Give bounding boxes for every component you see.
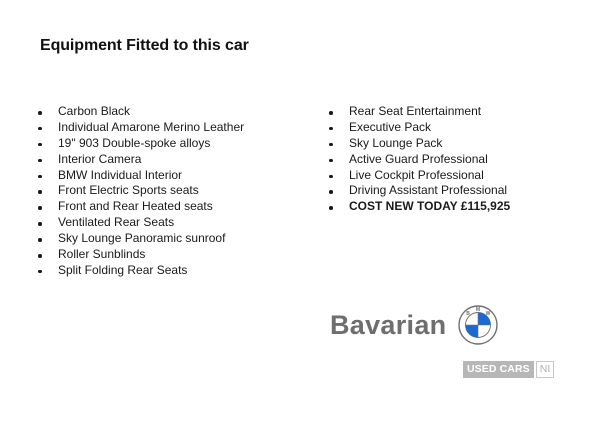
bullet-icon	[38, 143, 42, 147]
equipment-list-right	[328, 104, 510, 215]
dealer-logo	[330, 303, 498, 347]
bullet-icon	[38, 175, 42, 179]
bullet-icon	[38, 127, 42, 131]
list-item	[37, 199, 244, 215]
bmw-letter-m: M	[476, 306, 481, 313]
bullet-icon	[329, 143, 333, 147]
list-item-label: BMW Individual Interior	[58, 167, 183, 182]
bullet-icon	[329, 190, 333, 194]
list-item	[37, 168, 244, 184]
bullet-icon	[329, 159, 333, 163]
list-item	[37, 120, 244, 136]
list-item-label: Roller Sunblinds	[58, 247, 146, 262]
cost-new-label: COST NEW TODAY £115,925	[349, 199, 511, 214]
list-item-label: Split Folding Rear Seats	[58, 262, 188, 277]
equipment-list-left	[37, 104, 244, 279]
list-item-label: Individual Amarone Merino Leather	[58, 119, 245, 134]
bullet-icon	[38, 190, 42, 194]
bullet-icon	[329, 175, 333, 179]
list-item	[328, 152, 510, 168]
bullet-icon	[38, 222, 42, 226]
list-item	[37, 247, 244, 263]
list-item	[37, 215, 244, 231]
list-item	[37, 152, 244, 168]
list-item	[37, 231, 244, 247]
list-item-label: Carbon Black	[58, 104, 131, 118]
bullet-icon	[38, 238, 42, 242]
bullet-icon	[38, 206, 42, 210]
list-item-label: Front Electric Sports seats	[58, 183, 199, 198]
bmw-letter-w: W	[486, 311, 491, 317]
bmw-letter-b: B	[466, 311, 471, 317]
bmw-roundel-icon	[458, 305, 498, 345]
bullet-icon	[38, 270, 42, 274]
list-item	[328, 104, 510, 120]
list-item-label: Sky Lounge Pack	[349, 135, 443, 150]
dealer-name: Bavarian	[330, 310, 447, 340]
page-title: Equipment Fitted to this car	[40, 37, 249, 54]
bullet-icon	[38, 254, 42, 258]
list-item	[328, 120, 510, 136]
list-item-label: 19" 903 Double-spoke alloys	[58, 135, 211, 150]
list-item	[37, 183, 244, 199]
list-item-label: Ventilated Rear Seats	[58, 215, 175, 230]
bullet-icon	[38, 159, 42, 163]
bullet-icon	[329, 206, 333, 210]
list-item-label: Executive Pack	[349, 119, 432, 134]
used-cars-badge	[463, 361, 554, 378]
list-item	[37, 136, 244, 152]
list-item-label: Driving Assistant Professional	[349, 183, 508, 198]
list-item	[328, 136, 510, 152]
list-item-label: Front and Rear Heated seats	[58, 199, 213, 214]
list-item-label: Live Cockpit Professional	[349, 167, 484, 182]
list-item-label: Rear Seat Entertainment	[349, 104, 482, 118]
region-label: NI	[536, 361, 555, 378]
cost-new-item	[328, 199, 510, 215]
bullet-icon	[38, 111, 42, 115]
list-item	[37, 263, 244, 279]
used-cars-label: USED CARS	[463, 361, 534, 378]
list-item	[37, 104, 244, 120]
list-item-label: Sky Lounge Panoramic sunroof	[58, 231, 226, 246]
list-item	[328, 168, 510, 184]
bullet-icon	[329, 111, 333, 115]
list-item	[328, 183, 510, 199]
list-item-label: Active Guard Professional	[349, 151, 488, 166]
bullet-icon	[329, 127, 333, 131]
list-item-label: Interior Camera	[58, 151, 142, 166]
